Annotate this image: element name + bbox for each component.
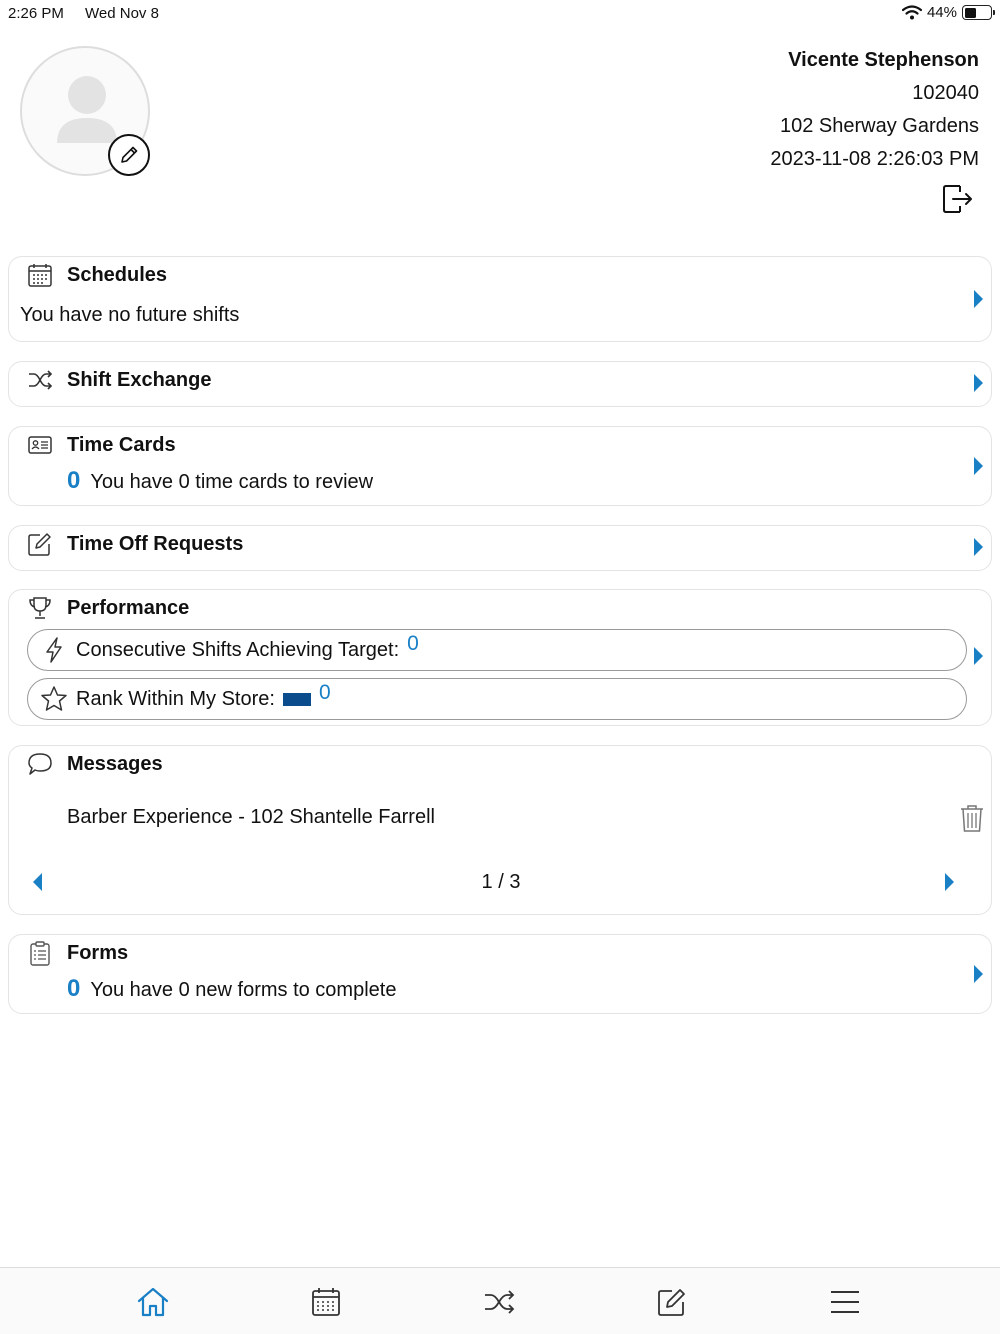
messages-title: Messages <box>67 752 163 775</box>
user-name: Vicente Stephenson <box>788 49 979 71</box>
messages-header <box>27 751 163 777</box>
time-cards-count: 0 <box>67 467 81 494</box>
trash-icon <box>959 803 985 833</box>
delete-message-button[interactable] <box>959 803 985 838</box>
consecutive-shifts-pill[interactable] <box>27 629 967 671</box>
trophy-icon <box>27 595 53 621</box>
edit-avatar-button[interactable] <box>108 134 150 176</box>
time-cards-line <box>67 467 373 495</box>
performance-card[interactable] <box>8 589 992 726</box>
tab-schedule[interactable] <box>308 1284 344 1320</box>
tab-menu[interactable] <box>827 1284 863 1320</box>
forms-count: 0 <box>67 975 81 1002</box>
shuffle-icon <box>483 1286 515 1318</box>
tab-bar <box>0 1267 1000 1334</box>
tab-shift-exchange[interactable] <box>481 1284 517 1320</box>
rank-bar <box>283 693 311 706</box>
consecutive-shifts-value: 0 <box>407 632 419 655</box>
avatar-area <box>20 46 150 176</box>
forms-text: You have 0 new forms to complete <box>90 979 397 1001</box>
lightning-icon <box>42 636 66 664</box>
time-cards-header <box>27 432 176 458</box>
profile-info <box>770 44 979 176</box>
status-time: 2:26 PM <box>8 5 64 22</box>
home-icon <box>136 1285 170 1319</box>
messages-next-icon[interactable] <box>945 873 954 891</box>
logout-icon <box>940 182 974 216</box>
performance-title: Performance <box>67 596 190 619</box>
shift-exchange-arrow-icon[interactable] <box>974 374 983 392</box>
consecutive-shifts-label: Consecutive Shifts Achieving Target: <box>76 638 400 661</box>
battery-icon <box>962 5 992 20</box>
id-card-icon <box>27 432 53 458</box>
status-bar <box>0 0 1000 28</box>
messages-card[interactable] <box>8 745 992 915</box>
forms-header <box>27 940 128 966</box>
calendar-icon <box>27 262 53 288</box>
edit-square-icon <box>27 531 53 557</box>
forms-card[interactable] <box>8 934 992 1014</box>
schedules-title: Schedules <box>67 263 168 286</box>
performance-arrow-icon[interactable] <box>974 647 983 665</box>
rank-pill[interactable] <box>27 678 967 720</box>
battery-percent: 44% <box>926 4 957 21</box>
status-indicators <box>902 4 992 21</box>
forms-line <box>67 975 396 1003</box>
wifi-icon <box>902 5 922 20</box>
clipboard-icon <box>27 940 53 966</box>
schedules-text: You have no future shifts <box>20 304 240 326</box>
status-date: Wed Nov 8 <box>85 5 159 22</box>
shift-exchange-header <box>27 367 211 393</box>
menu-icon <box>829 1286 861 1318</box>
time-cards-text: You have 0 time cards to review <box>90 471 374 493</box>
logout-button[interactable] <box>940 182 974 216</box>
rank-value: 0 <box>318 681 331 704</box>
schedules-card[interactable] <box>8 256 992 342</box>
forms-arrow-icon[interactable] <box>974 965 983 983</box>
time-cards-card[interactable] <box>8 426 992 506</box>
performance-header <box>27 595 189 621</box>
chat-bubble-icon <box>27 751 53 777</box>
time-off-title: Time Off Requests <box>67 532 244 555</box>
time-cards-title: Time Cards <box>67 433 176 456</box>
current-datetime: 2023-11-08 2:26:03 PM <box>770 148 979 170</box>
schedules-header <box>27 262 167 288</box>
time-off-header <box>27 531 243 557</box>
edit-square-icon <box>656 1286 688 1318</box>
message-item[interactable]: Barber Experience - 102 Shantelle Farrell <box>67 806 435 828</box>
rank-label: Rank Within My Store: <box>76 687 275 710</box>
pencil-icon <box>118 144 140 166</box>
messages-pager: 1 / 3 <box>481 871 521 893</box>
forms-title: Forms <box>67 941 129 964</box>
schedules-arrow-icon[interactable] <box>974 290 983 308</box>
shift-exchange-title: Shift Exchange <box>67 368 212 391</box>
store-name: 102 Sherway Gardens <box>779 115 979 137</box>
star-icon <box>40 685 68 713</box>
tab-home[interactable] <box>135 1284 171 1320</box>
employee-id: 102040 <box>912 82 979 104</box>
time-off-card[interactable] <box>8 525 992 571</box>
time-off-arrow-icon[interactable] <box>974 538 983 556</box>
shift-exchange-card[interactable] <box>8 361 992 407</box>
calendar-icon <box>310 1286 342 1318</box>
time-cards-arrow-icon[interactable] <box>974 457 983 475</box>
tab-time-off[interactable] <box>654 1284 690 1320</box>
shuffle-icon <box>27 367 53 393</box>
